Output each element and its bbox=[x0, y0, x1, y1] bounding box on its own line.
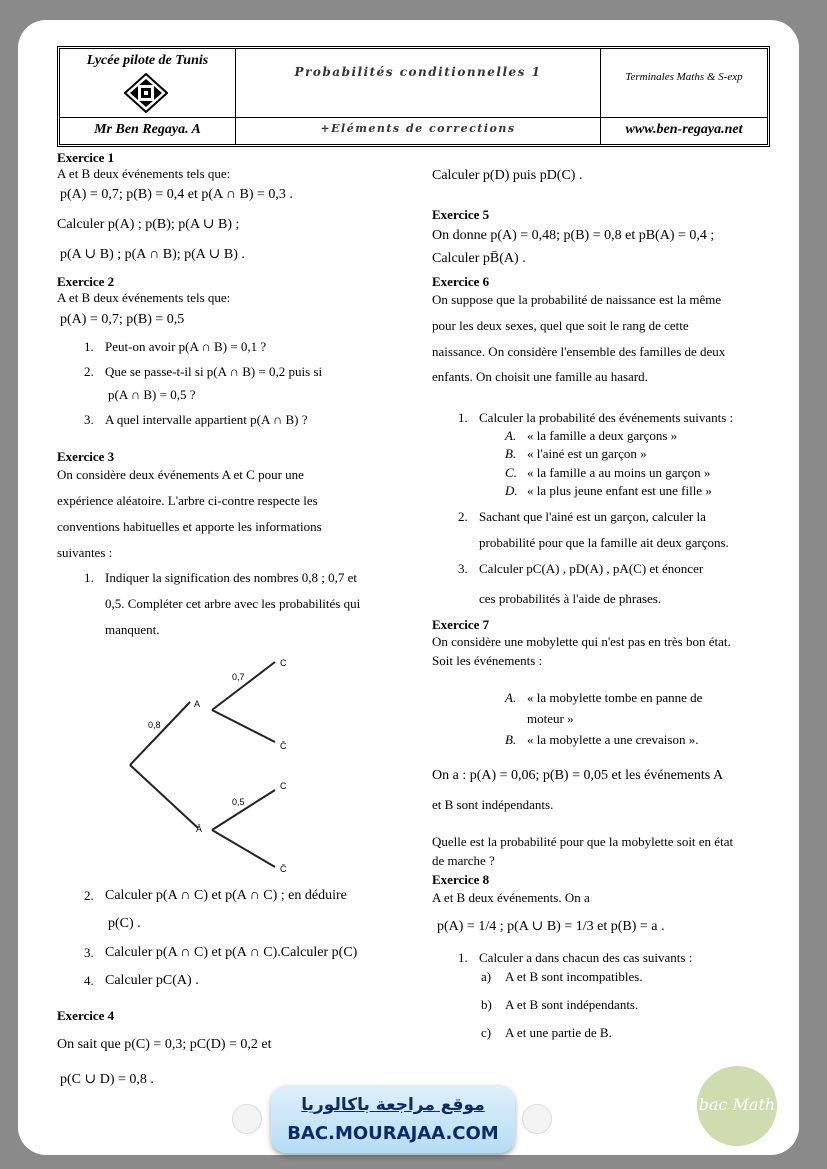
ex2-q3: A quel intervalle appartient p(A ∩ B) ? bbox=[105, 412, 308, 427]
ex6-q2-line2: probabilité pour que la famille ait deux garçons. bbox=[479, 535, 729, 550]
ex8-intro: A et B deux événements. On a bbox=[432, 890, 590, 905]
ex6-ev-d-letter: D. bbox=[505, 483, 518, 498]
ex7-heading: Exercice 7 bbox=[432, 617, 490, 632]
website-link[interactable]: www.ben-regaya.net bbox=[625, 122, 743, 137]
ex8-b-letter: b) bbox=[481, 997, 492, 1012]
ex3-q4: Calculer pC(A) . bbox=[105, 973, 199, 988]
school-logo bbox=[124, 73, 168, 113]
ex6-q1-num: 1. bbox=[458, 410, 468, 425]
teacher-name: Mr Ben Regaya. A bbox=[94, 122, 201, 137]
right-site-logo bbox=[522, 1104, 552, 1134]
ex7-data-line2: et B sont indépendants. bbox=[432, 797, 554, 812]
ex3-q2-line2: p(C) . bbox=[108, 916, 141, 931]
ex8-case-c: A et une partie de B. bbox=[505, 1025, 612, 1040]
tree-node-not-a: Ā bbox=[196, 824, 203, 834]
ex6-q2-line1: Sachant que l'ainé est un garçon, calculer la bbox=[479, 509, 706, 524]
ex7-ev-b-letter: B. bbox=[505, 732, 517, 747]
ex8-a-letter: a) bbox=[481, 969, 492, 984]
ex4-heading: Exercice 4 bbox=[57, 1008, 115, 1023]
ex7-data: On a : p(A) = 0,06; p(B) = 0,05 et les événements A bbox=[432, 768, 724, 783]
ex2-heading: Exercice 2 bbox=[57, 274, 115, 289]
footer-site-link[interactable]: BAC.MOURAJAA.COM bbox=[287, 1123, 499, 1144]
tree-label-p-c-given-nota: 0,5 bbox=[232, 797, 245, 807]
tree-node-a: A bbox=[194, 699, 201, 709]
ex8-q1: Calculer a dans chacun des cas suivants : bbox=[479, 950, 693, 965]
ex2-q2-line2: p(A ∩ B) = 0,5 ? bbox=[108, 387, 196, 402]
ex2-intro: A et B deux événements tels que: bbox=[57, 290, 231, 305]
ex1-heading: Exercice 1 bbox=[57, 150, 115, 165]
ex7-ev-b: « la mobylette a une crevaison ». bbox=[527, 732, 699, 747]
ex3-q1-num: 1. bbox=[84, 570, 94, 585]
ex7-ev-a-line2: moteur » bbox=[527, 711, 574, 726]
ex6-ev-c: « la famille a au moins un garçon » bbox=[527, 465, 711, 480]
tree-node-nota-c: C bbox=[280, 781, 287, 791]
ex3-q3-num: 3. bbox=[84, 945, 94, 960]
tree-branch-a-c bbox=[212, 662, 275, 710]
tree-label-p-c-given-a: 0,7 bbox=[232, 672, 245, 682]
ex5-line2: Calculer pB̄(A) . bbox=[432, 251, 526, 266]
ex7-question-line1: Quelle est la probabilité pour que la mobylette soit en état bbox=[432, 834, 734, 849]
footer-arabic-title: موقع مراجعة باكالوريا bbox=[301, 1095, 485, 1115]
ex2-q2-num: 2. bbox=[84, 364, 94, 379]
ex2-q2-line1: Que se passe-t-il si p(A ∩ B) = 0,2 puis si bbox=[105, 364, 323, 379]
ex8-case-b: A et B sont indépendants. bbox=[505, 997, 639, 1012]
bac-math-text: bac Math bbox=[698, 1095, 776, 1114]
ex3-q1-line1: Indiquer la signification des nombres 0,8 ; 0,7 et bbox=[105, 570, 358, 585]
ex6-ev-a-letter: A. bbox=[505, 428, 517, 443]
ex8-heading: Exercice 8 bbox=[432, 872, 490, 887]
footer-banner[interactable] bbox=[271, 1085, 515, 1153]
ex5-heading: Exercice 5 bbox=[432, 207, 490, 222]
ex4-line1: On sait que p(C) = 0,3; pC(D) = 0,2 et bbox=[57, 1037, 272, 1052]
ex6-q2-num: 2. bbox=[458, 509, 468, 524]
ex6-p4: enfants. On choisit une famille au hasard. bbox=[432, 369, 648, 384]
bac-math-badge bbox=[697, 1066, 777, 1146]
ex8-data: p(A) = 1/4 ; p(A ∪ B) = 1/3 et p(B) = a . bbox=[437, 919, 665, 934]
header-table bbox=[57, 46, 770, 147]
sheet-title: Probabilités conditionnelles 1 bbox=[294, 65, 542, 79]
ex4-line2: p(C ∪ D) = 0,8 . bbox=[60, 1072, 154, 1087]
school-name: Lycée pilote de Tunis bbox=[86, 53, 209, 68]
ex7-ev-a-letter: A. bbox=[505, 690, 517, 705]
ex6-p2: pour les deux sexes, quel que soit le rang de cette bbox=[432, 318, 689, 333]
ex4-line3: Calculer p(D) puis pD(C) . bbox=[432, 168, 583, 183]
ex3-q2-num: 2. bbox=[84, 888, 94, 903]
ex3-q2-line1: Calculer p(A ∩ C) et p(A ∩ C) ; en déduire bbox=[105, 888, 347, 903]
tree-branch-a-notc bbox=[212, 710, 275, 742]
ex6-ev-b: « l'ainé est un garçon » bbox=[527, 446, 647, 461]
ex7-question-line2: de marche ? bbox=[432, 853, 495, 868]
ex8-case-a: A et B sont incompatibles. bbox=[505, 969, 643, 984]
ex6-ev-d: « la plus jeune enfant est une fille » bbox=[527, 483, 712, 498]
ex1-ask-line1: Calculer p(A) ; p(B); p(A ∪ B) ; bbox=[57, 217, 240, 232]
tree-branch-not-a bbox=[130, 765, 198, 828]
tree-node-nota-notc: C̄ bbox=[280, 864, 287, 874]
tree-label-p-a: 0,8 bbox=[148, 720, 161, 730]
ex1-ask-line2: p(A ∪ B) ; p(A ∩ B); p(A ∪ B) . bbox=[60, 247, 245, 262]
tree-node-a-c: C bbox=[280, 658, 287, 668]
ex3-q1-line3: manquent. bbox=[105, 622, 160, 637]
ex5-line1: On donne p(A) = 0,48; p(B) = 0,8 et pB(A) = 0,4 ; bbox=[432, 228, 715, 243]
tree-branch-nota-notc bbox=[212, 830, 275, 867]
ex3-p2: expérience aléatoire. L'arbre ci-contre respecte les bbox=[57, 493, 318, 508]
ex3-heading: Exercice 3 bbox=[57, 449, 115, 464]
ex7-ev-a-line1: « la mobylette tombe en panne de bbox=[527, 690, 703, 705]
sheet-subtitle: +Eléments de corrections bbox=[320, 122, 516, 135]
probability-tree bbox=[120, 650, 320, 885]
tree-branch-a bbox=[130, 702, 190, 765]
ex2-q1: Peut-on avoir p(A ∩ B) = 0,1 ? bbox=[105, 339, 267, 354]
ex7-p2: Soit les événements : bbox=[432, 653, 543, 668]
ex3-p4: suivantes : bbox=[57, 545, 113, 560]
ex8-c-letter: c) bbox=[481, 1025, 492, 1040]
ex2-data: p(A) = 0,7; p(B) = 0,5 bbox=[60, 312, 185, 327]
ex7-p1: On considère une mobylette qui n'est pas en très bon état. bbox=[432, 634, 731, 649]
ex6-q3-line1: Calculer pC(A) , pD(A) , pA(C) et énoncer bbox=[479, 561, 704, 576]
ex6-ev-c-letter: C. bbox=[505, 465, 517, 480]
ex6-ev-a: « la famille a deux garçons » bbox=[527, 428, 678, 443]
ex6-p3: naissance. On considère l'ensemble des familles de deux bbox=[432, 344, 726, 359]
ex6-q3-line2: ces probabilités à l'aide de phrases. bbox=[479, 591, 662, 606]
level-label: Terminales Maths & S-exp bbox=[625, 71, 743, 83]
ex1-intro: A et B deux événements tels que: bbox=[57, 166, 231, 181]
ex3-p1: On considère deux événements A et C pour une bbox=[57, 467, 304, 482]
ex6-q3-num: 3. bbox=[458, 561, 468, 576]
tree-node-a-notc: C̄ bbox=[280, 741, 287, 751]
ex1-data: p(A) = 0,7; p(B) = 0,4 et p(A ∩ B) = 0,3 . bbox=[60, 187, 293, 202]
ex8-q1-num: 1. bbox=[458, 950, 468, 965]
tree-branch-nota-c bbox=[212, 790, 275, 830]
ex3-q3: Calculer p(A ∩ C) et p(A ∩ C).Calculer p(C) bbox=[105, 945, 358, 960]
ex2-q3-num: 3. bbox=[84, 412, 94, 427]
ex6-heading: Exercice 6 bbox=[432, 274, 490, 289]
ex2-q1-num: 1. bbox=[84, 339, 94, 354]
ex3-p3: conventions habituelles et apporte les informations bbox=[57, 519, 322, 534]
ex6-q1: Calculer la probabilité des événements suivants : bbox=[479, 410, 734, 425]
ex6-p1: On suppose que la probabilité de naissance est la même bbox=[432, 292, 722, 307]
left-site-logo bbox=[232, 1104, 262, 1134]
ex3-q4-num: 4. bbox=[84, 973, 94, 988]
ex6-ev-b-letter: B. bbox=[505, 446, 517, 461]
ex3-q1-line2: 0,5. Compléter cet arbre avec les probabilités qui bbox=[105, 596, 361, 611]
